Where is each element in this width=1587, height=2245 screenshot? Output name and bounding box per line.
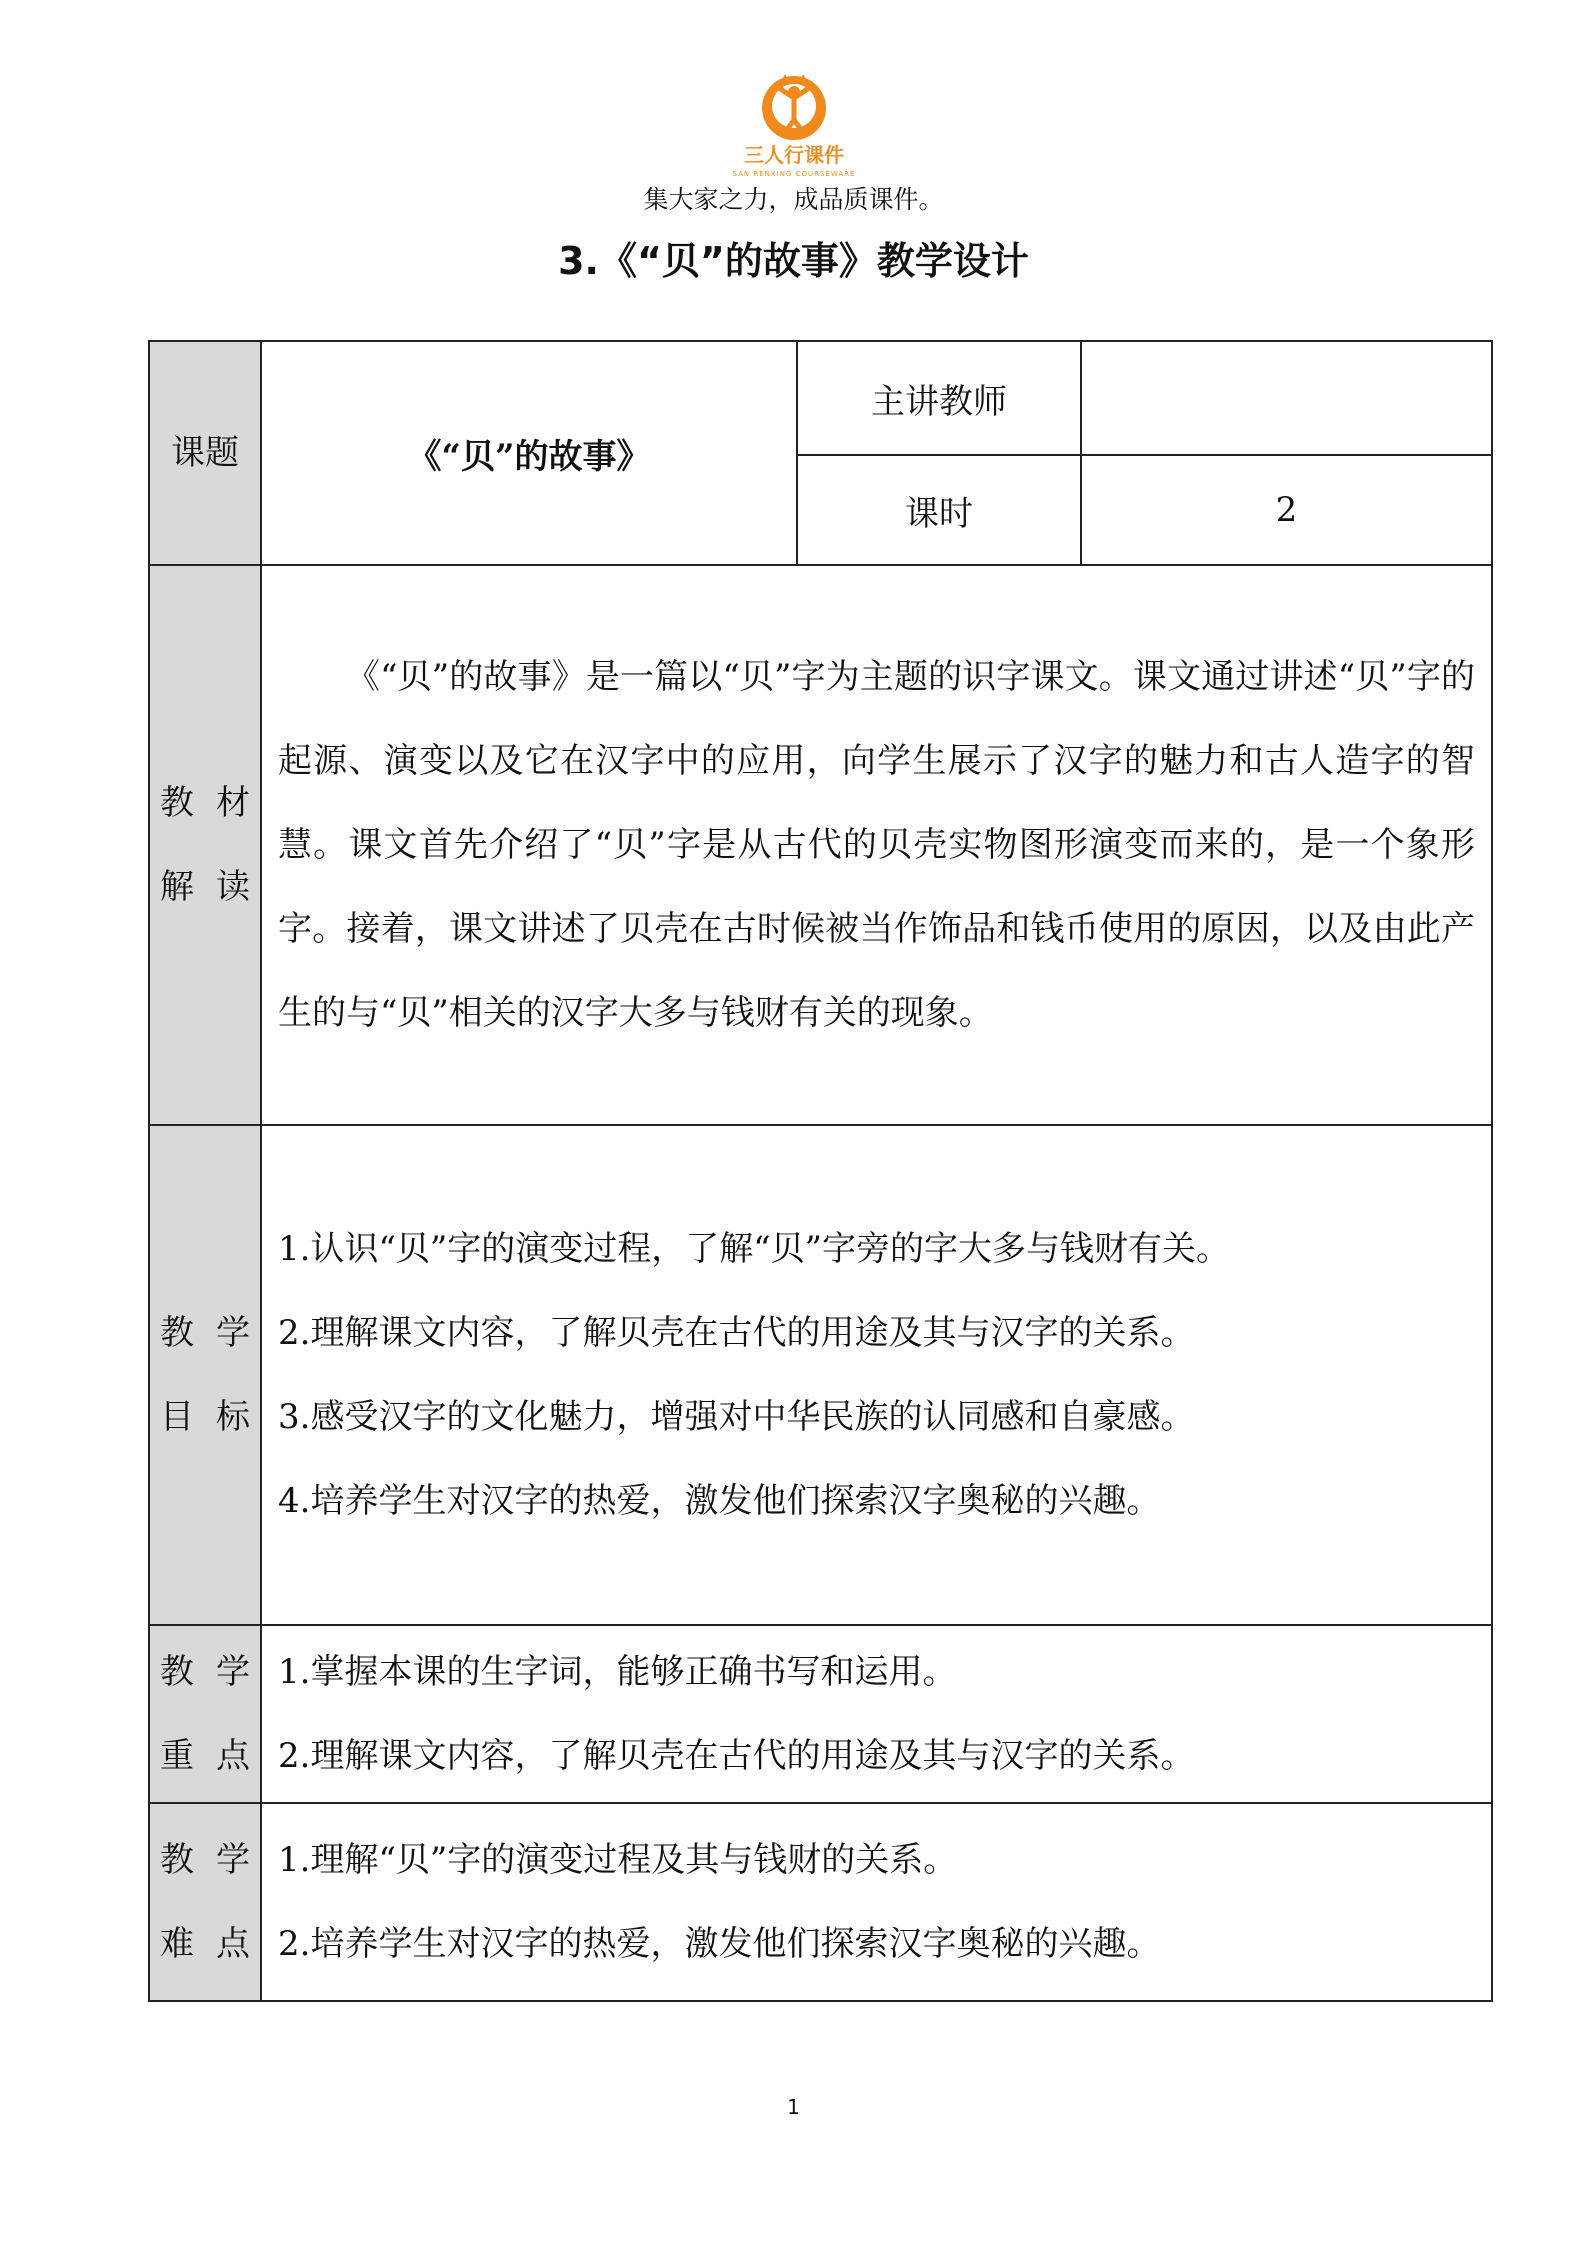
- logo-icon: [719, 70, 869, 178]
- hours-value: 2: [1081, 455, 1492, 565]
- page-number: 1: [787, 2095, 800, 2119]
- goals-label-cell: [149, 1125, 261, 1625]
- list-item: 2.培养学生对汉字的热爱，激发他们探索汉字奥秘的兴趣。: [278, 1924, 1161, 1964]
- key-points-label-cell: [149, 1625, 261, 1803]
- document-title: 3.《“贝”的故事》教学设计: [558, 239, 1029, 283]
- lesson-plan-table: [148, 340, 1493, 2002]
- material-label-line2: 解读: [160, 867, 250, 907]
- difficulties-label-line1: 教学: [160, 1840, 250, 1880]
- list-item: 1.掌握本课的生字词，能够正确书写和运用。: [278, 1652, 957, 1692]
- list-item: 2.理解课文内容，了解贝壳在古代的用途及其与汉字的关系。: [278, 1313, 1195, 1353]
- topic-label-cell: [149, 341, 261, 565]
- key-points-label-line1: 教学: [160, 1652, 250, 1692]
- goals-label-line1: 教学: [160, 1313, 250, 1353]
- key-points-list: [261, 1625, 1492, 1803]
- key-points-label-line2: 重点: [160, 1736, 250, 1776]
- svg-text:三人行课件: 三人行课件: [743, 143, 844, 167]
- difficulties-list: [261, 1803, 1492, 2001]
- slogan: 集大家之力，成品质课件。: [643, 185, 944, 214]
- teacher-label: 主讲教师: [797, 341, 1081, 455]
- page-header: [0, 70, 1587, 216]
- list-item: 1.认识“贝”字的演变过程，了解“贝”字旁的字大多与钱财有关。: [278, 1229, 1230, 1269]
- hours-label: 课时: [797, 455, 1081, 565]
- svg-text:SAN RENXING COURSEWARE: SAN RENXING COURSEWARE: [732, 170, 855, 178]
- list-item: 2.理解课文内容，了解贝壳在古代的用途及其与汉字的关系。: [278, 1736, 1195, 1776]
- teacher-value: [1081, 341, 1492, 455]
- material-label-line1: 教材: [160, 783, 250, 823]
- topic-label: 课题: [171, 433, 239, 473]
- list-item: 1.理解“贝”字的演变过程及其与钱财的关系。: [278, 1840, 958, 1880]
- goals-list: [261, 1125, 1492, 1625]
- list-item: 3.感受汉字的文化魅力，增强对中华民族的认同感和自豪感。: [278, 1397, 1195, 1437]
- difficulties-label-cell: [149, 1803, 261, 2001]
- list-item: 4.培养学生对汉字的热爱，激发他们探索汉字奥秘的兴趣。: [278, 1481, 1161, 1521]
- goals-label-line2: 目标: [160, 1397, 250, 1437]
- difficulties-label-line2: 难点: [160, 1924, 250, 1964]
- topic-value: 《“贝”的故事》: [261, 341, 797, 565]
- material-label-cell: [149, 565, 261, 1125]
- material-text: 《“贝”的故事》是一篇以“贝”字为主题的识字课文。课文通过讲述“贝”字的起源、演变以及它在汉字中的应用，向学生展示了汉字的魅力和古人造字的智慧。课文首先介绍了“贝”字是从古代的贝壳实物图形演变而来的，是一个象形字。接着，课文讲述了贝壳在古时候被当作饰品和钱币使用的原因，以及由此产生的与“贝”相关的汉字大多与钱财有关的现象。: [261, 565, 1492, 1125]
